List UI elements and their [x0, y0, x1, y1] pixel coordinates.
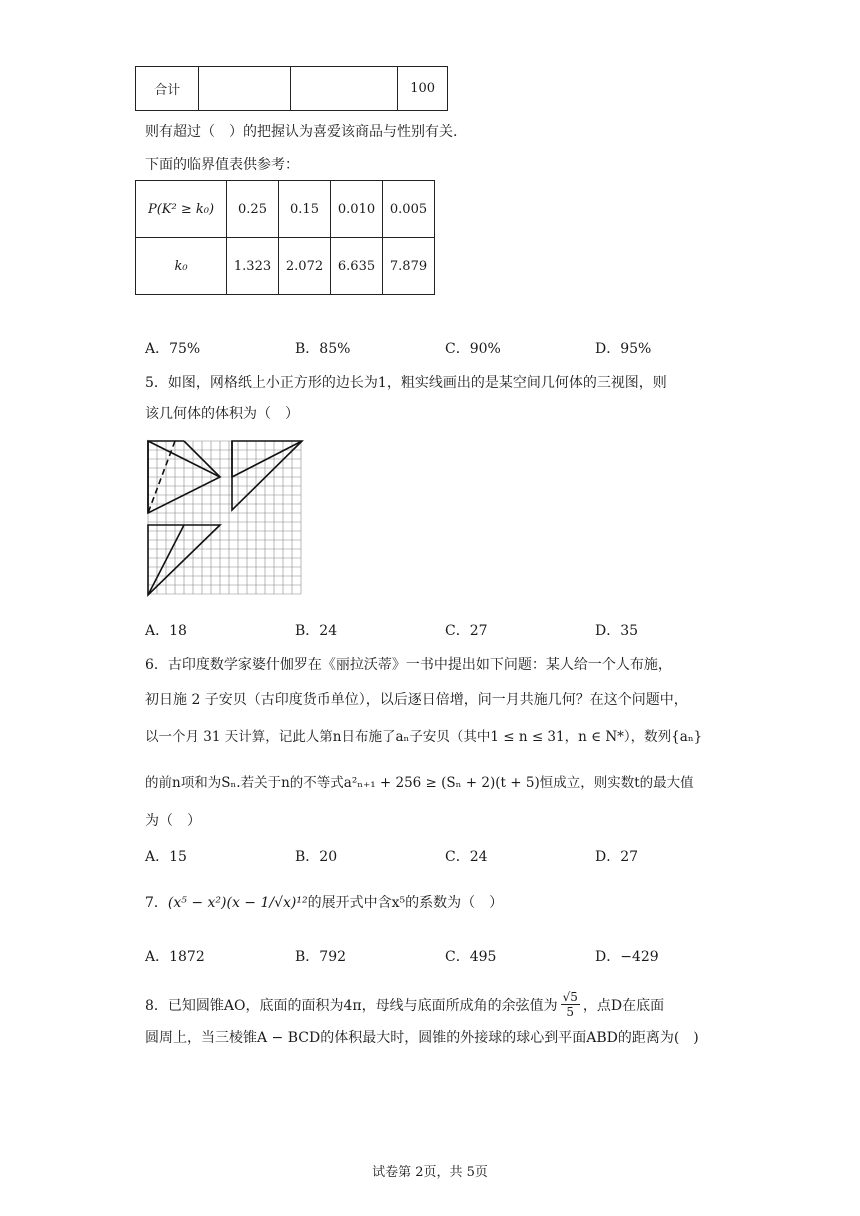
table-cell: 100: [398, 67, 448, 111]
k-value-cell: 1.323: [227, 238, 279, 295]
side-view-outline: [232, 441, 302, 510]
option-a: A．15: [145, 849, 187, 865]
option-c: C．27: [445, 623, 488, 639]
option-a: A．75%: [145, 341, 201, 357]
q8-line1: [145, 990, 664, 1019]
q4-text-line: 下面的临界值表供参考：: [145, 157, 299, 173]
q6-text-line: 为（ ）: [145, 813, 201, 829]
critical-value-table: [135, 180, 435, 295]
option-b: B．24: [295, 623, 338, 639]
q5-text-line: 该几何体的体积为（ ）: [145, 406, 299, 422]
option-b: B．85%: [295, 341, 351, 357]
option-c: C．495: [445, 949, 497, 965]
option-d: D．27: [595, 849, 639, 865]
total-label-cell: 合计: [136, 67, 199, 111]
table-cell: [291, 67, 398, 111]
k-value-cell: 6.635: [331, 238, 383, 295]
crit-header-cell: P(K² ≥ k₀): [136, 181, 227, 238]
option-d: D．35: [595, 623, 639, 639]
option-b: B．792: [295, 949, 347, 965]
option-d: D．95%: [595, 341, 652, 357]
p-value-cell: 0.010: [331, 181, 383, 238]
option-b: B．20: [295, 849, 338, 865]
k0-label-cell: k₀: [136, 238, 227, 295]
option-a: A．1872: [145, 949, 205, 965]
k-value-cell: 7.879: [383, 238, 435, 295]
q6-text-line: 以一个月 31 天计算，记此人第n日布施了aₙ子安贝（其中1 ≤ n ≤ 31，n ∈ N*），数列{aₙ}: [145, 729, 703, 745]
k-value-cell: 2.072: [279, 238, 331, 295]
table-cell: [199, 67, 291, 111]
q7-suffix: 的展开式中含x⁵的系数为（ ）: [307, 895, 504, 911]
q6-text-line: 6．古印度数学家婆什伽罗在《丽拉沃蒂》一书中提出如下问题：某人给一个人布施，: [145, 657, 672, 673]
q7-expression: (x⁵ − x²)(x − 1/√x)¹²: [167, 895, 308, 911]
q8-text: ，点D在底面: [582, 997, 665, 1014]
q7-number: 7．: [145, 895, 168, 911]
option-a: A．18: [145, 623, 187, 639]
q7-line: [145, 892, 503, 912]
p-value-cell: 0.15: [279, 181, 331, 238]
q8-line2: 圆周上，当三棱锥A − BCD的体积最大时，圆锥的外接球的球心到平面ABD的距离为( ): [145, 1030, 699, 1046]
q6-text-line: 初日施 2 子安贝（古印度货币单位），以后逐日倍增，问一月共施几何？在这个问题中，: [145, 692, 688, 708]
q8-fraction: [561, 990, 580, 1019]
option-c: C．24: [445, 849, 488, 865]
option-c: C．90%: [445, 341, 501, 357]
q8-text: 8．已知圆锥AO，底面的面积为4π，母线与底面所成角的余弦值为: [145, 997, 558, 1014]
option-d: D．−429: [595, 949, 659, 965]
p-value-cell: 0.005: [383, 181, 435, 238]
three-view-figure: [145, 438, 305, 598]
p-value-cell: 0.25: [227, 181, 279, 238]
q4-text-line: 则有超过（ ）的把握认为喜爱该商品与性别有关.: [145, 124, 458, 140]
contingency-table-total-row: [135, 66, 448, 111]
page-footer: 试卷第 2页，共 5页: [372, 1165, 488, 1180]
q6-text-line: 的前n项和为Sₙ.若关于n的不等式a²ₙ₊₁ + 256 ≥ (Sₙ + 2)(t + 5)恒成立，则实数t的最大值: [145, 775, 694, 791]
q5-text-line: 5．如图，网格纸上小正方形的边长为1，粗实线画出的是某空间几何体的三视图，则: [145, 375, 667, 391]
fraction-denominator: 5: [566, 1005, 575, 1019]
fraction-numerator: √5: [562, 990, 578, 1004]
